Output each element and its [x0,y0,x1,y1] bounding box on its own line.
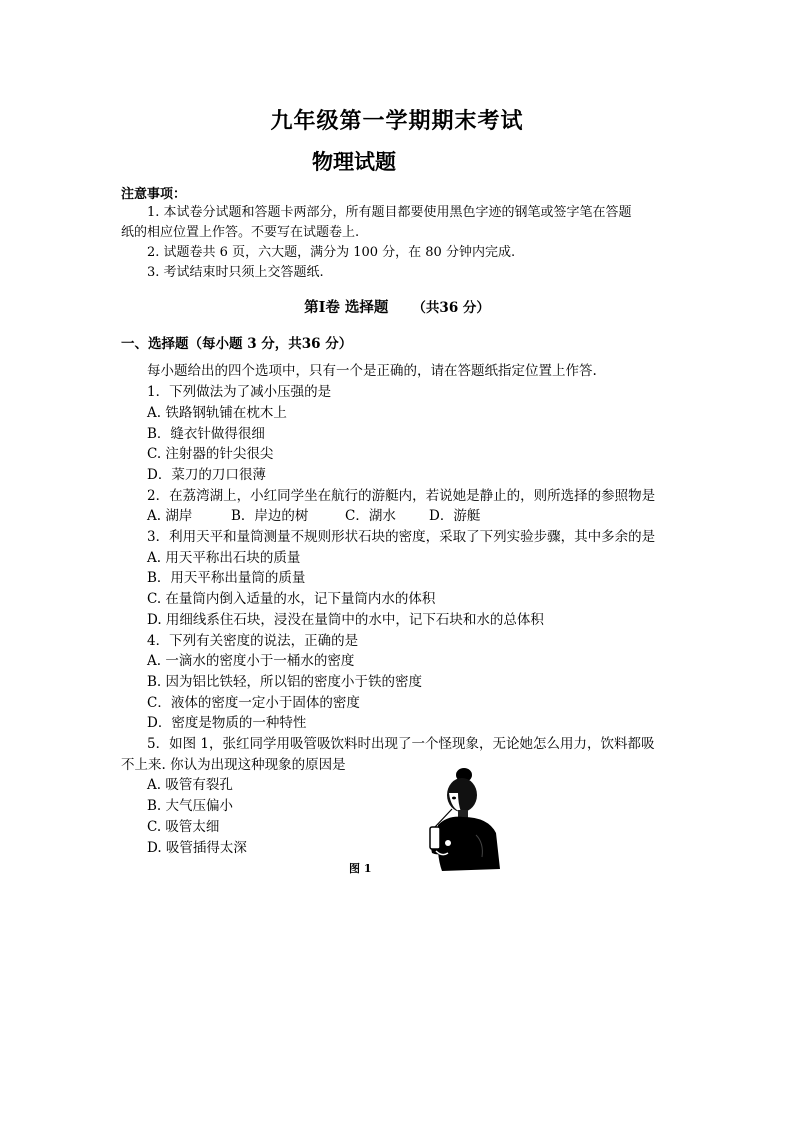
bottle [430,827,440,849]
section-title [0,296,794,317]
q2-option-c: C．湖水 [345,508,396,524]
hand-light [445,840,451,846]
q3-option-c: C. 在量筒内倒入适量的水，记下量筒内水的体积 [147,591,436,607]
eye [452,797,456,800]
figure-1-caption: 图 1 [349,862,372,875]
q4-option-c: C．液体的密度一定小于固体的密度 [147,695,360,711]
q5-stem-line-1: 5．如图 1，张红同学用吸管吸饮料时出现了一个怪现象，无论她怎么用力，饮料都吸 [147,736,655,752]
note-item-1 [121,203,681,243]
q2-stem: 2．在荔湾湖上，小红同学坐在航行的游艇内，若说她是静止的，则所选择的参照物是 [147,488,656,504]
q2-option-b: B．岸边的树 [231,508,309,524]
exam-subtitle: 物理试题 [312,149,396,174]
q2-options [147,504,480,524]
q1-option-b: B．缝衣针做得很细 [147,426,265,442]
q4-option-a: A. 一滴水的密度小于一桶水的密度 [147,653,355,669]
q1-option-a: A. 铁路钢轨铺在枕木上 [147,405,287,421]
q2-option-d: D．游艇 [429,508,481,524]
note-item-1-line-1: 1. 本试卷分试题和答题卡两部分，所有题目都要使用黑色字迹的钢笔或签字笔在答题 [147,205,632,220]
note-item-3-text: 3. 考试结束时只须上交答题纸. [147,265,324,280]
q5-option-b: B. 大气压偏小 [147,798,234,814]
exam-title: 九年级第一学期期末考试 [270,108,524,134]
note-item-3 [121,263,681,283]
figure-1-girl-drinking [418,765,502,873]
q5-stem-line-2: 不上来. 你认为出现这种现象的原因是 [121,757,346,773]
q1-option-d: D．菜刀的刀口很薄 [147,467,266,483]
q3-option-b: B．用天平称出量筒的质量 [147,570,306,586]
q1-option-c: C. 注射器的针尖很尖 [147,446,274,462]
q4-option-b: B. 因为铝比铁轻，所以铝的密度小于铁的密度 [147,674,423,690]
q1-stem: 1．下列做法为了减小压强的是 [147,384,332,400]
part-heading: 一、选择题（每小题 3 分，共36 分） [121,336,353,352]
note-item-2 [121,243,681,263]
part-instruction: 每小题给出的四个选项中，只有一个是正确的，请在答题纸指定位置上作答. [147,363,597,379]
q2-option-a: A. 湖岸 [147,508,193,524]
q5-option-a: A. 吸管有裂孔 [147,777,233,793]
q4-stem: 4．下列有关密度的说法，正确的是 [147,633,359,649]
notes-heading: 注意事项： [121,187,187,202]
section-title-text: 第Ⅰ卷 选择题 [304,299,389,316]
q5-option-d: D. 吸管插得太深 [147,840,247,856]
q4-option-d: D．密度是物质的一种特性 [147,715,307,731]
q5-option-c: C. 吸管太细 [147,819,220,835]
q3-option-a: A. 用天平称出石块的质量 [147,550,301,566]
q3-option-d: D. 用细线系住石块，浸没在量筒中的水中，记下石块和水的总体积 [147,612,544,628]
note-item-1-line-2: 纸的相应位置上作答。不要写在试题卷上. [121,225,360,240]
note-item-2-text: 2. 试题卷共 6 页，六大题，满分为 100 分，在 80 分钟内完成. [147,245,516,260]
section-points: （共36 分） [412,300,490,316]
q3-stem: 3．利用天平和量筒测量不规则形状石块的密度，采取了下列实验步骤，其中多余的是 [147,529,656,545]
